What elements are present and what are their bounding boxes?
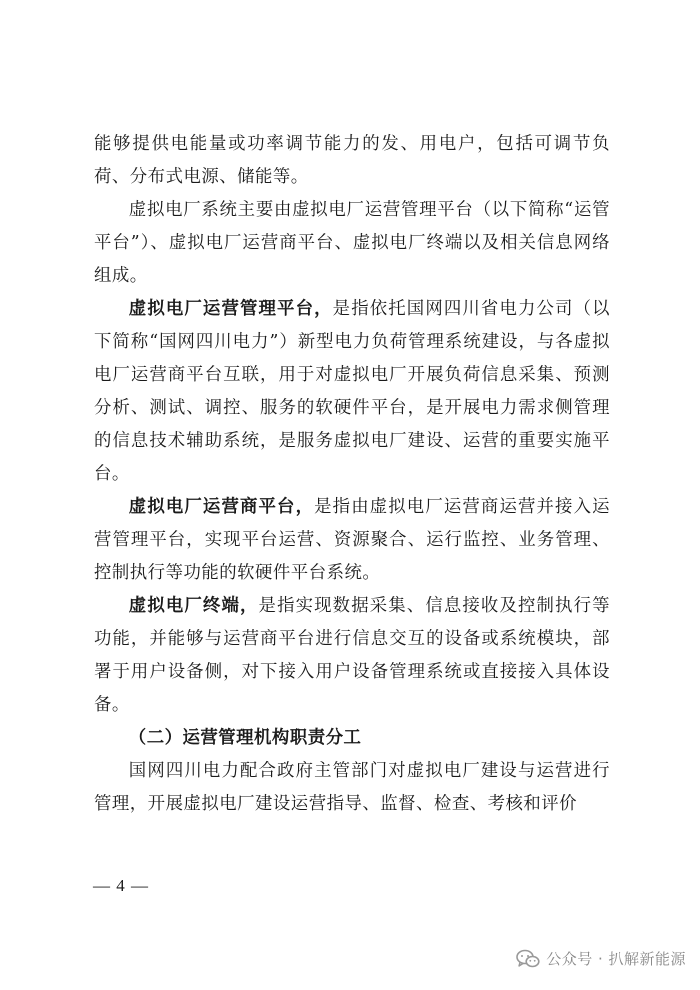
document-body [94, 128, 610, 821]
paragraph-1 [94, 128, 610, 194]
watermark [516, 948, 686, 969]
page-number: — 4 — [93, 876, 149, 895]
paragraph-4-text: 是指由虚拟电厂运营商运营并接入运营管理平台，实现平台运营、资源聚合、运行监控、业务管理、控制执行等功能的软硬件平台系统。 [94, 497, 610, 583]
paragraph-5-text: 是指实现数据采集、信息接收及控制执行等功能，并能够与运营商平台进行信息交互的设备或系统模块，部署于用户设备侧，对下接入用户设备管理系统或直接接入具体设备。 [94, 596, 610, 715]
paragraph-4-term: 虚拟电厂运营商平台， [128, 497, 315, 517]
paragraph-2 [94, 194, 610, 293]
paragraph-3 [94, 293, 610, 491]
paragraph-3-text: 是指依托国网四川省电力公司（以下简称“国网四川电力”）新型电力负荷管理系统建设，与各虚拟电厂运营商平台互联，用于对虚拟电厂开展负荷信息采集、预测分析、测试、调控、服务的软硬件平台，是开展电力需求侧管理的信息技术辅助系统，是服务虚拟电厂建设、运营的重要实施平台。 [94, 299, 610, 484]
paragraph-2-text: 虚拟电厂系统主要由虚拟电厂运营管理平台（以下简称“运管平台”）、虚拟电厂运营商平台、虚拟电厂终端以及相关信息网络组成。 [94, 200, 610, 286]
watermark-text: 公众号 · 扒解新能源 [546, 950, 686, 968]
paragraph-4 [94, 491, 610, 590]
paragraph-5 [94, 590, 610, 722]
section-heading: （二）运营管理机构职责分工 [128, 728, 362, 748]
closing-paragraph [94, 755, 610, 821]
paragraph-5-term: 虚拟电厂终端， [128, 596, 259, 616]
wechat-icon [516, 949, 540, 969]
closing-paragraph-text: 国网四川电力配合政府主管部门对虚拟电厂建设与运营进行管理，开展虚拟电厂建设运营指导、监督、检查、考核和评价 [94, 761, 610, 814]
paragraph-1-text: 能够提供电能量或功率调节能力的发、用电户，包括可调节负荷、分布式电源、储能等。 [94, 134, 610, 187]
paragraph-3-term: 虚拟电厂运营管理平台， [128, 299, 333, 319]
